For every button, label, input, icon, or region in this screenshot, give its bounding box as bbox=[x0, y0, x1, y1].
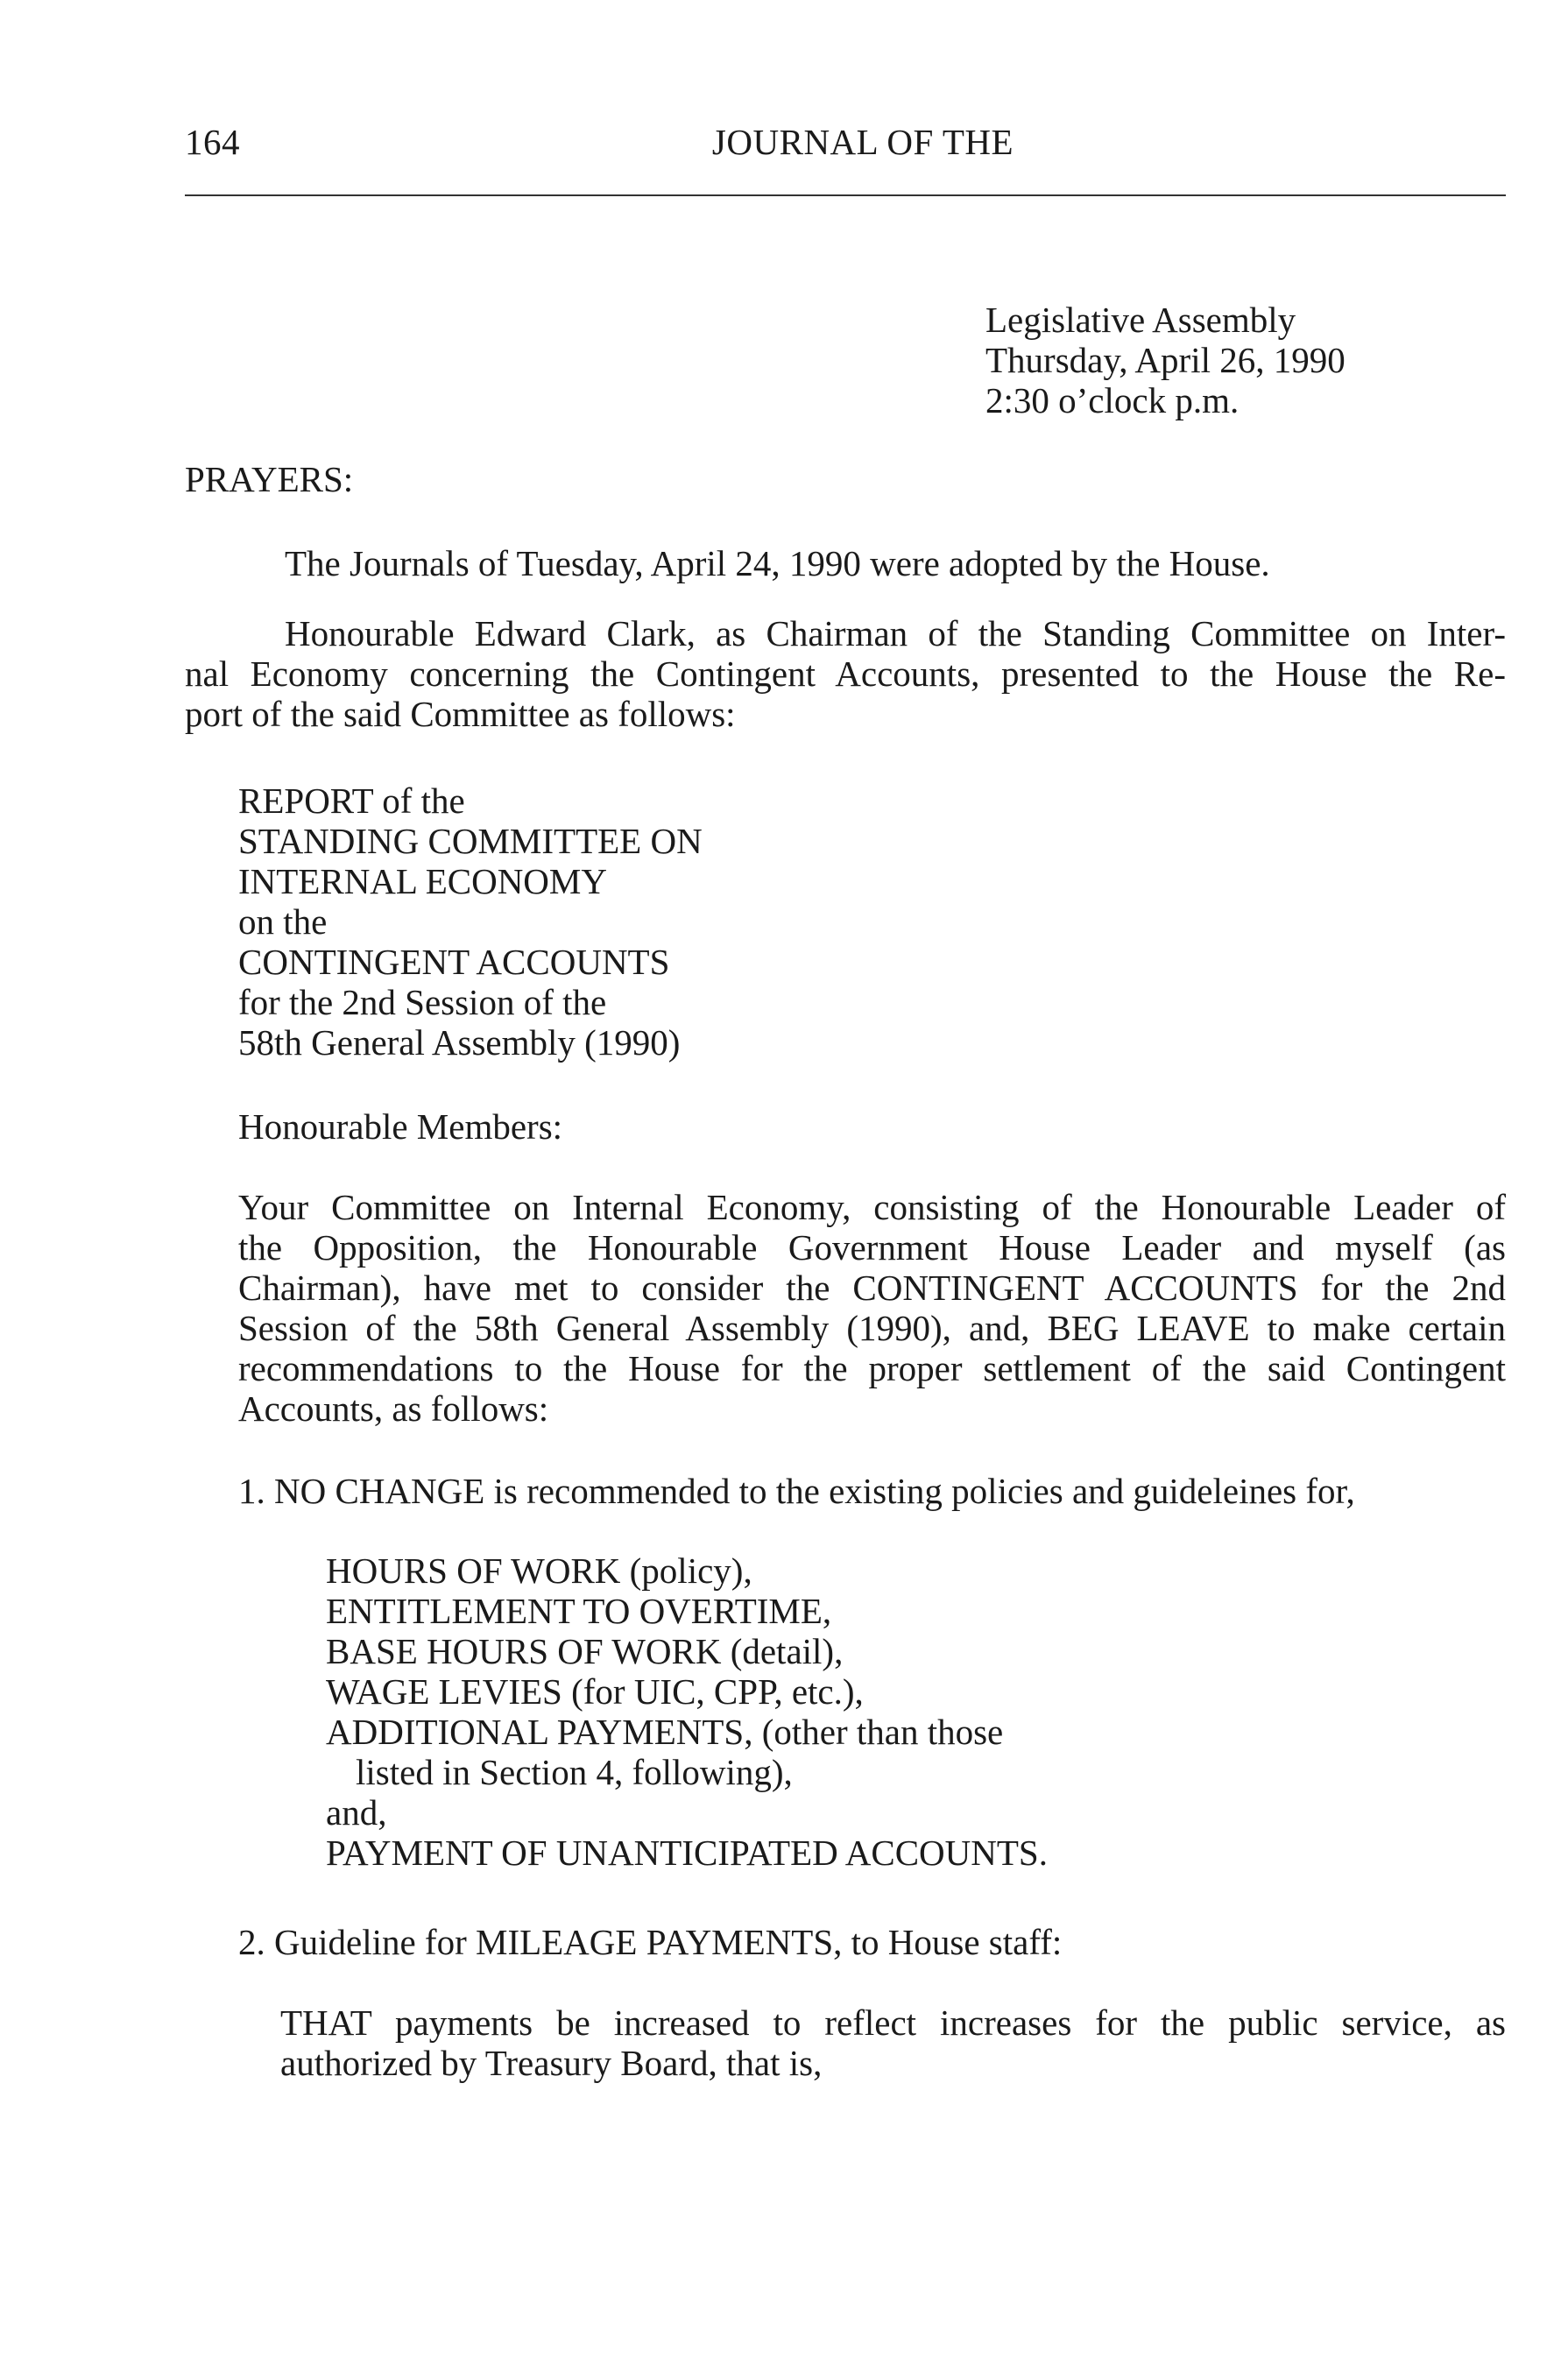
report-heading-line: INTERNAL ECONOMY bbox=[238, 861, 607, 901]
dateline bbox=[985, 300, 1346, 420]
list-item: HOURS OF WORK (policy), bbox=[326, 1550, 752, 1591]
report-heading-line: for the 2nd Session of the bbox=[238, 982, 607, 1022]
item-2-text: 2. Guideline for MILEAGE PAYMENTS, to House staff: bbox=[238, 1922, 1063, 1962]
committee-line: Accounts, as follows: bbox=[238, 1388, 549, 1429]
that-line: authorized by Treasury Board, that is, bbox=[280, 2043, 823, 2083]
that-line: THAT payments be increased to reflect increases for the public service, as bbox=[280, 2002, 1506, 2043]
dateline-time: 2:30 o’clock p.m. bbox=[985, 380, 1240, 420]
report-heading-line: STANDING COMMITTEE ON bbox=[238, 821, 703, 861]
committee-line: recommendations to the House for the proper settlement of the said Contingent bbox=[238, 1348, 1506, 1388]
page-number: 164 bbox=[185, 122, 240, 162]
report-heading-line: CONTINGENT ACCOUNTS bbox=[238, 942, 670, 982]
report-heading-line: on the bbox=[238, 901, 328, 942]
committee-line: Session of the 58th General Assembly (1990), and, BEG LEAVE to make certain bbox=[238, 1308, 1506, 1348]
clark-line-1: Honourable Edward Clark, as Chairman of the Standing Committee on Inter- bbox=[285, 613, 1506, 653]
report-heading-line: 58th General Assembly (1990) bbox=[238, 1022, 681, 1063]
header-rule bbox=[185, 194, 1506, 196]
clark-line-2: nal Economy concerning the Contingent Accounts, presented to the House the Re- bbox=[185, 653, 1506, 694]
dateline-date: Thursday, April 26, 1990 bbox=[985, 340, 1346, 380]
clark-paragraph bbox=[185, 613, 1506, 734]
list-item: ADDITIONAL PAYMENTS, (other than those bbox=[326, 1712, 1004, 1752]
running-head bbox=[185, 121, 1506, 173]
journal-title: JOURNAL OF THE bbox=[711, 122, 1014, 162]
list-item: ENTITLEMENT TO OVERTIME, bbox=[326, 1591, 832, 1631]
item-1-text: 1. NO CHANGE is recommended to the existing policies and guideleines for, bbox=[238, 1471, 1355, 1511]
committee-line: the Opposition, the Honourable Government House Leader and myself (as bbox=[238, 1227, 1506, 1268]
committee-line: Chairman), have met to consider the CONTINGENT ACCOUNTS for the 2nd bbox=[238, 1268, 1506, 1308]
item-1-list bbox=[326, 1550, 1048, 1873]
list-item: listed in Section 4, following), bbox=[356, 1752, 793, 1792]
committee-paragraph bbox=[238, 1187, 1506, 1429]
list-item: BASE HOURS OF WORK (detail), bbox=[326, 1631, 844, 1671]
report-heading-line: REPORT of the bbox=[238, 780, 465, 821]
salutation: Honourable Members: bbox=[238, 1106, 563, 1147]
that-paragraph bbox=[280, 2002, 1506, 2083]
dateline-body: Legislative Assembly bbox=[985, 300, 1296, 340]
list-item: WAGE LEVIES (for UIC, CPP, etc.), bbox=[326, 1671, 864, 1712]
prayers-label: PRAYERS: bbox=[185, 459, 354, 499]
list-item: and, bbox=[326, 1792, 387, 1833]
committee-line: Your Committee on Internal Economy, consisting of the Honourable Leader of bbox=[238, 1187, 1506, 1227]
clark-line-3: port of the said Committee as follows: bbox=[185, 694, 736, 734]
journals-adopted-paragraph: The Journals of Tuesday, April 24, 1990 were adopted by the House. bbox=[285, 543, 1270, 583]
report-heading bbox=[238, 780, 703, 1063]
list-item: PAYMENT OF UNANTICIPATED ACCOUNTS. bbox=[326, 1833, 1048, 1873]
